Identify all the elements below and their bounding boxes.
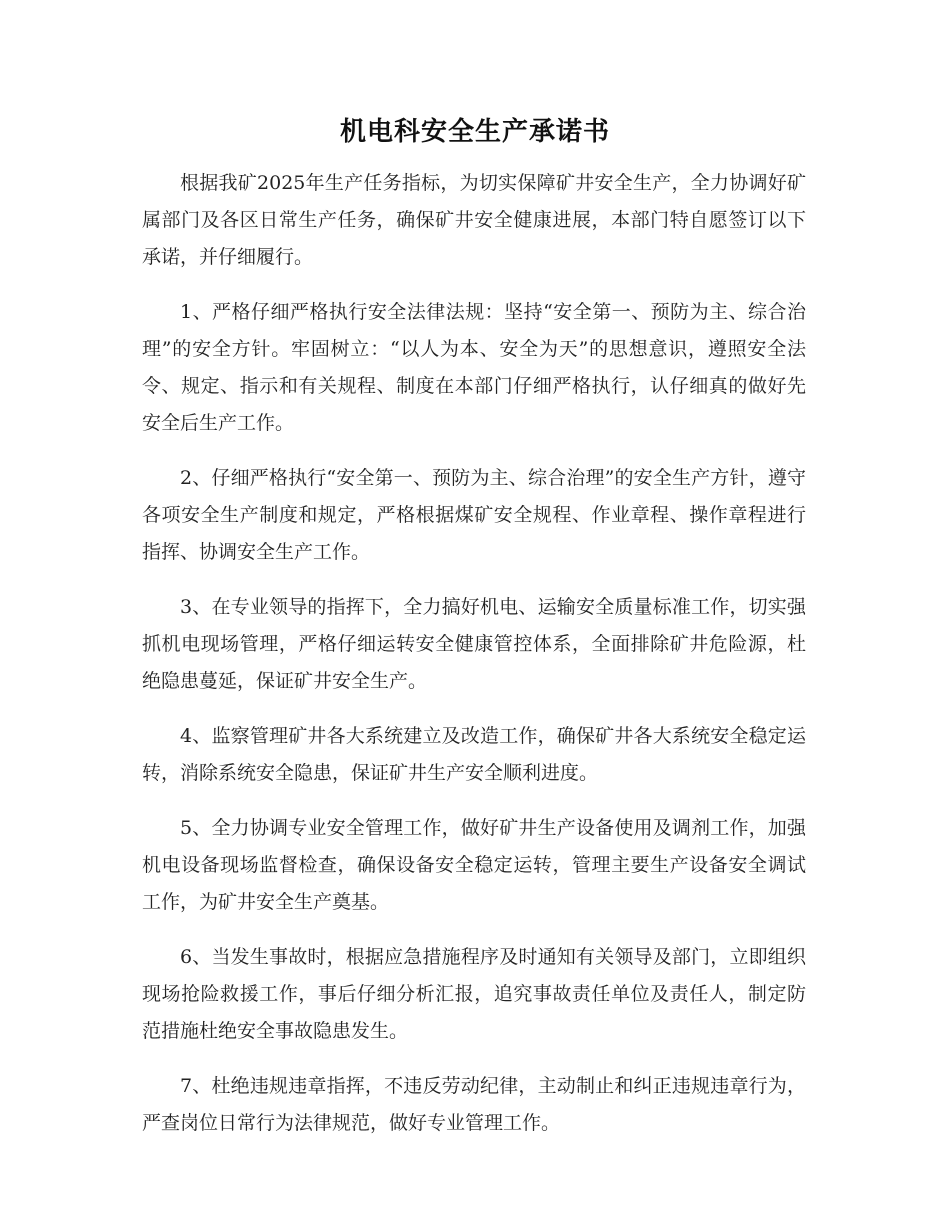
commitment-item-7: 7、杜绝违规违章指挥，不违反劳动纪律，主动制止和纠正违规违章行为，严查岗位日常行为法律规范，做好专业管理工作。 (142, 1075, 806, 1134)
commitment-item-3: 3、在专业领导的指挥下，全力搞好机电、运输安全质量标准工作，切实强抓机电现场管理，严格仔细运转安全健康管控体系，全面排除矿井危险源，杜绝隐患蔓延，保证矿井安全生产。 (142, 596, 806, 692)
commitment-item-6: 6、当发生事故时，根据应急措施程序及时通知有关领导及部门，立即组织现场抢险救援工作，事后仔细分析汇报，追究事故责任单位及责任人，制定防范措施杜绝安全事故隐患发生。 (142, 946, 806, 1042)
commitment-item-5: 5、全力协调专业安全管理工作，做好矿井生产设备使用及调剂工作，加强机电设备现场监督检查，确保设备安全稳定运转，管理主要生产设备安全调试工作，为矿井安全生产奠基。 (142, 817, 806, 913)
commitment-item-1: 1、严格仔细严格执行安全法律法规：坚持“安全第一、预防为主、综合治理”的安全方针。牢固树立：“以人为本、安全为天”的思想意识，遵照安全法令、规定、指示和有关规程、制度在本部门仔细严格执行，认仔细真的做好先安全后生产工作。 (142, 301, 806, 434)
intro-paragraph: 根据我矿2025年生产任务指标，为切实保障矿井安全生产，全力协调好矿属部门及各区日常生产任务，确保矿井安全健康进展，本部门特自愿签订以下承诺，并仔细履行。 (142, 172, 806, 268)
document-body (142, 165, 806, 1160)
commitment-item-4: 4、监察管理矿井各大系统建立及改造工作，确保矿井各大系统安全稳定运转，消除系统安全隐患，保证矿井生产安全顺利进度。 (142, 725, 806, 784)
commitment-item-2: 2、仔细严格执行“安全第一、预防为主、综合治理”的安全生产方针，遵守各项安全生产制度和规定，严格根据煤矿安全规程、作业章程、操作章程进行指挥、协调安全生产工作。 (142, 467, 806, 563)
document-title: 机电科安全生产承诺书 (339, 117, 610, 147)
